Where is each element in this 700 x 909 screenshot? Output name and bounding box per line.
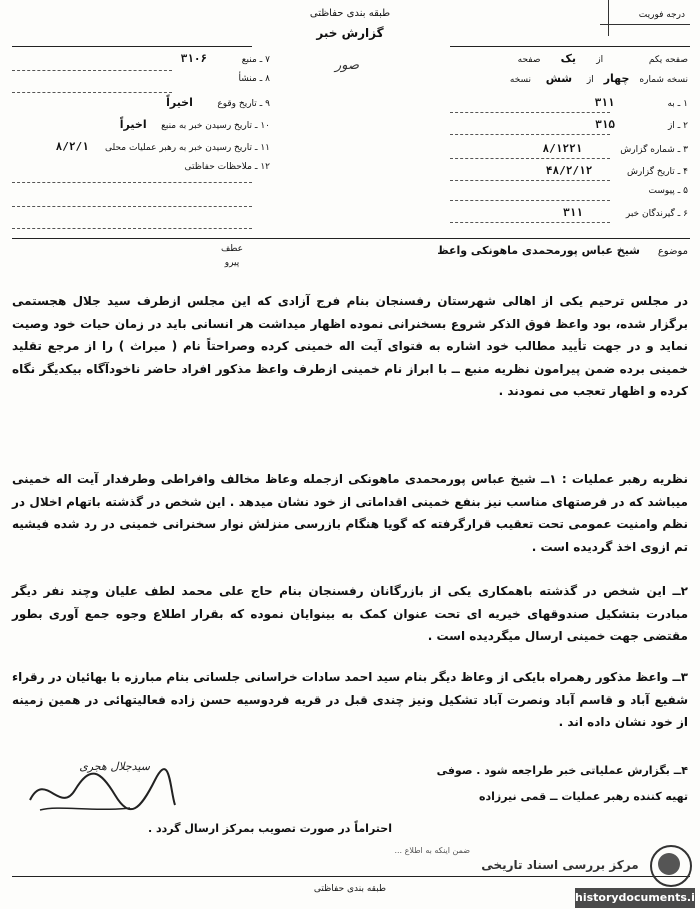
paragraph-2: نظریه رهبر عملیات : ۱ــ شیخ عباس پورمحمدی ماهونکی ازجمله وعاظ مخالف وافراطی وطرفدار آیت اله خمینی میباشد که در فرصتهای مناسب نیز بنفع خمینی اقداماتی از خود نشان میدهد . این شخص در گذشته باتهام اخلال در نظم وامنیت عمومی تحت تعقیب قرارگرفته که گویا هنگام بازرسی منزلش نوار سخنرانی خمینی در رد شده فیشیه تم ازوی اخذ گردیده است . xyxy=(12,472,688,554)
dotted-line xyxy=(12,92,172,93)
priority-divider xyxy=(608,0,609,36)
preparer-line: تهیه کننده رهبر عملیات ــ قمی نیرزاده xyxy=(478,790,688,803)
right-header-rule xyxy=(450,46,690,47)
followup-label: پیرو xyxy=(224,258,240,268)
paragraph-5: ۴ــ بگزارش عملیاتی خبر طراجعه شود . صوفی xyxy=(436,764,688,777)
dotted-line xyxy=(450,180,610,181)
handwritten-mark: صور xyxy=(335,58,360,73)
field-origin: ۸ ـ منشأ xyxy=(238,74,270,84)
dotted-line xyxy=(12,206,252,207)
field-occurrence-date: ۹ ـ تاریخ وقوع اخیراً xyxy=(166,96,270,109)
header-bottom-rule xyxy=(12,238,690,239)
priority-label: درجه فوریت xyxy=(638,10,685,20)
field-local-received-date: ۱۱ ـ تاریخ رسیدن خبر به رهبر عملیات محلی ۸/۲/۱ xyxy=(55,140,270,153)
paragraph-3: ۲ــ این شخص در گذشته باهمکاری یکی از بازرگانان رفسنجان بنام حاج علی محمد لطف علیان وچند نفر دیگر مبادرت بتشکیل صندوقهای خیریه ای تحت عنوان کمک به بینوایان نموده که بقرار اطلاع وجوه جمع آوری بطور مقتضی جهت خمینی ارسال میگردیده است . xyxy=(12,584,688,644)
watermark-logo-inner xyxy=(658,853,680,875)
footer-rule xyxy=(12,876,690,877)
dotted-line xyxy=(12,70,172,71)
field-report-number: ۳ ـ شماره گزارش ۸/۱۲۲۱ xyxy=(542,142,688,155)
field-recipients: ۶ ـ گیرندگان خبر ۳۱۱ xyxy=(563,206,688,219)
dotted-line xyxy=(450,134,610,135)
classification-label: طبقه بندی حفاظتی xyxy=(309,8,391,19)
field-attachment: ۵ ـ پیوست xyxy=(648,186,688,196)
site-url-banner: historydocuments.ir xyxy=(575,888,695,908)
subject-label: موضوع xyxy=(657,246,688,257)
reference-label: عطف xyxy=(220,244,244,254)
field-from: ۲ ـ از ۳۱۵ xyxy=(595,118,688,131)
dotted-line xyxy=(12,228,252,229)
signature-text: سیدجلال هجری xyxy=(79,760,150,773)
subject-value: شیخ عباس پورمحمدی ماهونکی واعظ xyxy=(437,244,640,257)
footer-note: ضمن اینکه به اطلاع ... xyxy=(394,846,470,855)
footer-classification: طبقه بندی حفاظتی xyxy=(313,884,387,894)
submission-note: احتراماً در صورت تصویب بمرکز ارسال گردد . xyxy=(148,822,392,835)
field-source-received-date: ۱۰ ـ تاریخ رسیدن خبر به منبع اخیراً xyxy=(119,118,270,131)
dotted-line xyxy=(450,200,610,201)
priority-line xyxy=(600,24,690,25)
field-report-date: ۴ ـ تاریخ گزارش ۴۸/۲/۱۲ xyxy=(545,164,688,177)
paragraph-4: ۳ــ واعظ مذکور رهمراه بایکی از وعاظ دیگر بنام سید احمد سادات خراسانی جلساتی بنام مبارزه با بهائیان در رقراء شفیع آباد و قاسم آباد ونصرت آباد تشکیل ونیز چندی قبل در قریه فردوسیه حسن زاده فعالیتهائی در همین زمینه از خود نشان داده اند . xyxy=(12,670,688,730)
signature xyxy=(20,760,180,820)
field-source: ۷ ـ منبع ۳۱۰۶ xyxy=(180,52,270,65)
dotted-line xyxy=(450,158,610,159)
dotted-line xyxy=(450,112,610,113)
dotted-line xyxy=(12,182,252,183)
field-to: ۱ ـ به ۳۱۱ xyxy=(594,96,688,109)
field-page: صفحه یکم از یک صفحه xyxy=(517,52,688,65)
paragraph-1: در مجلس ترحیم یکی از اهالی شهرستان رفسنجان بنام فرج آزادی که این مجلس ازطرف سید جلال هجستمی برگزار شده، بود واعظ فوق الذکر شروع بسخنرانی نموده اظهار میداشت هر انسانی باید در زمان حیات خود وصیت نماید و در جهت تأیید مطالب خود اشاره به فتوای آیت اله خمینی کرده وصراحتاً نام ( میراث ) را از مرجع تقلید خمینی برده ضمن پیرامون نظریه منبع ــ با ابراز نام خمینی ازطرف واعظ مذکور افراد حاضر ناخودآگاه بیکدیگر نگاه کرده و اظهار تعجب می نمودند . xyxy=(12,294,688,399)
field-security-notes: ۱۲ ـ ملاحظات حفاظتی xyxy=(184,162,270,172)
dotted-line xyxy=(450,222,610,223)
field-copy: نسخه شماره چهار از شش نسخه xyxy=(509,72,688,85)
watermark-text: مرکز بررسی اسناد تاریخی xyxy=(481,858,639,872)
left-header-rule xyxy=(12,46,252,47)
report-title: گزارش خبر xyxy=(316,26,384,40)
